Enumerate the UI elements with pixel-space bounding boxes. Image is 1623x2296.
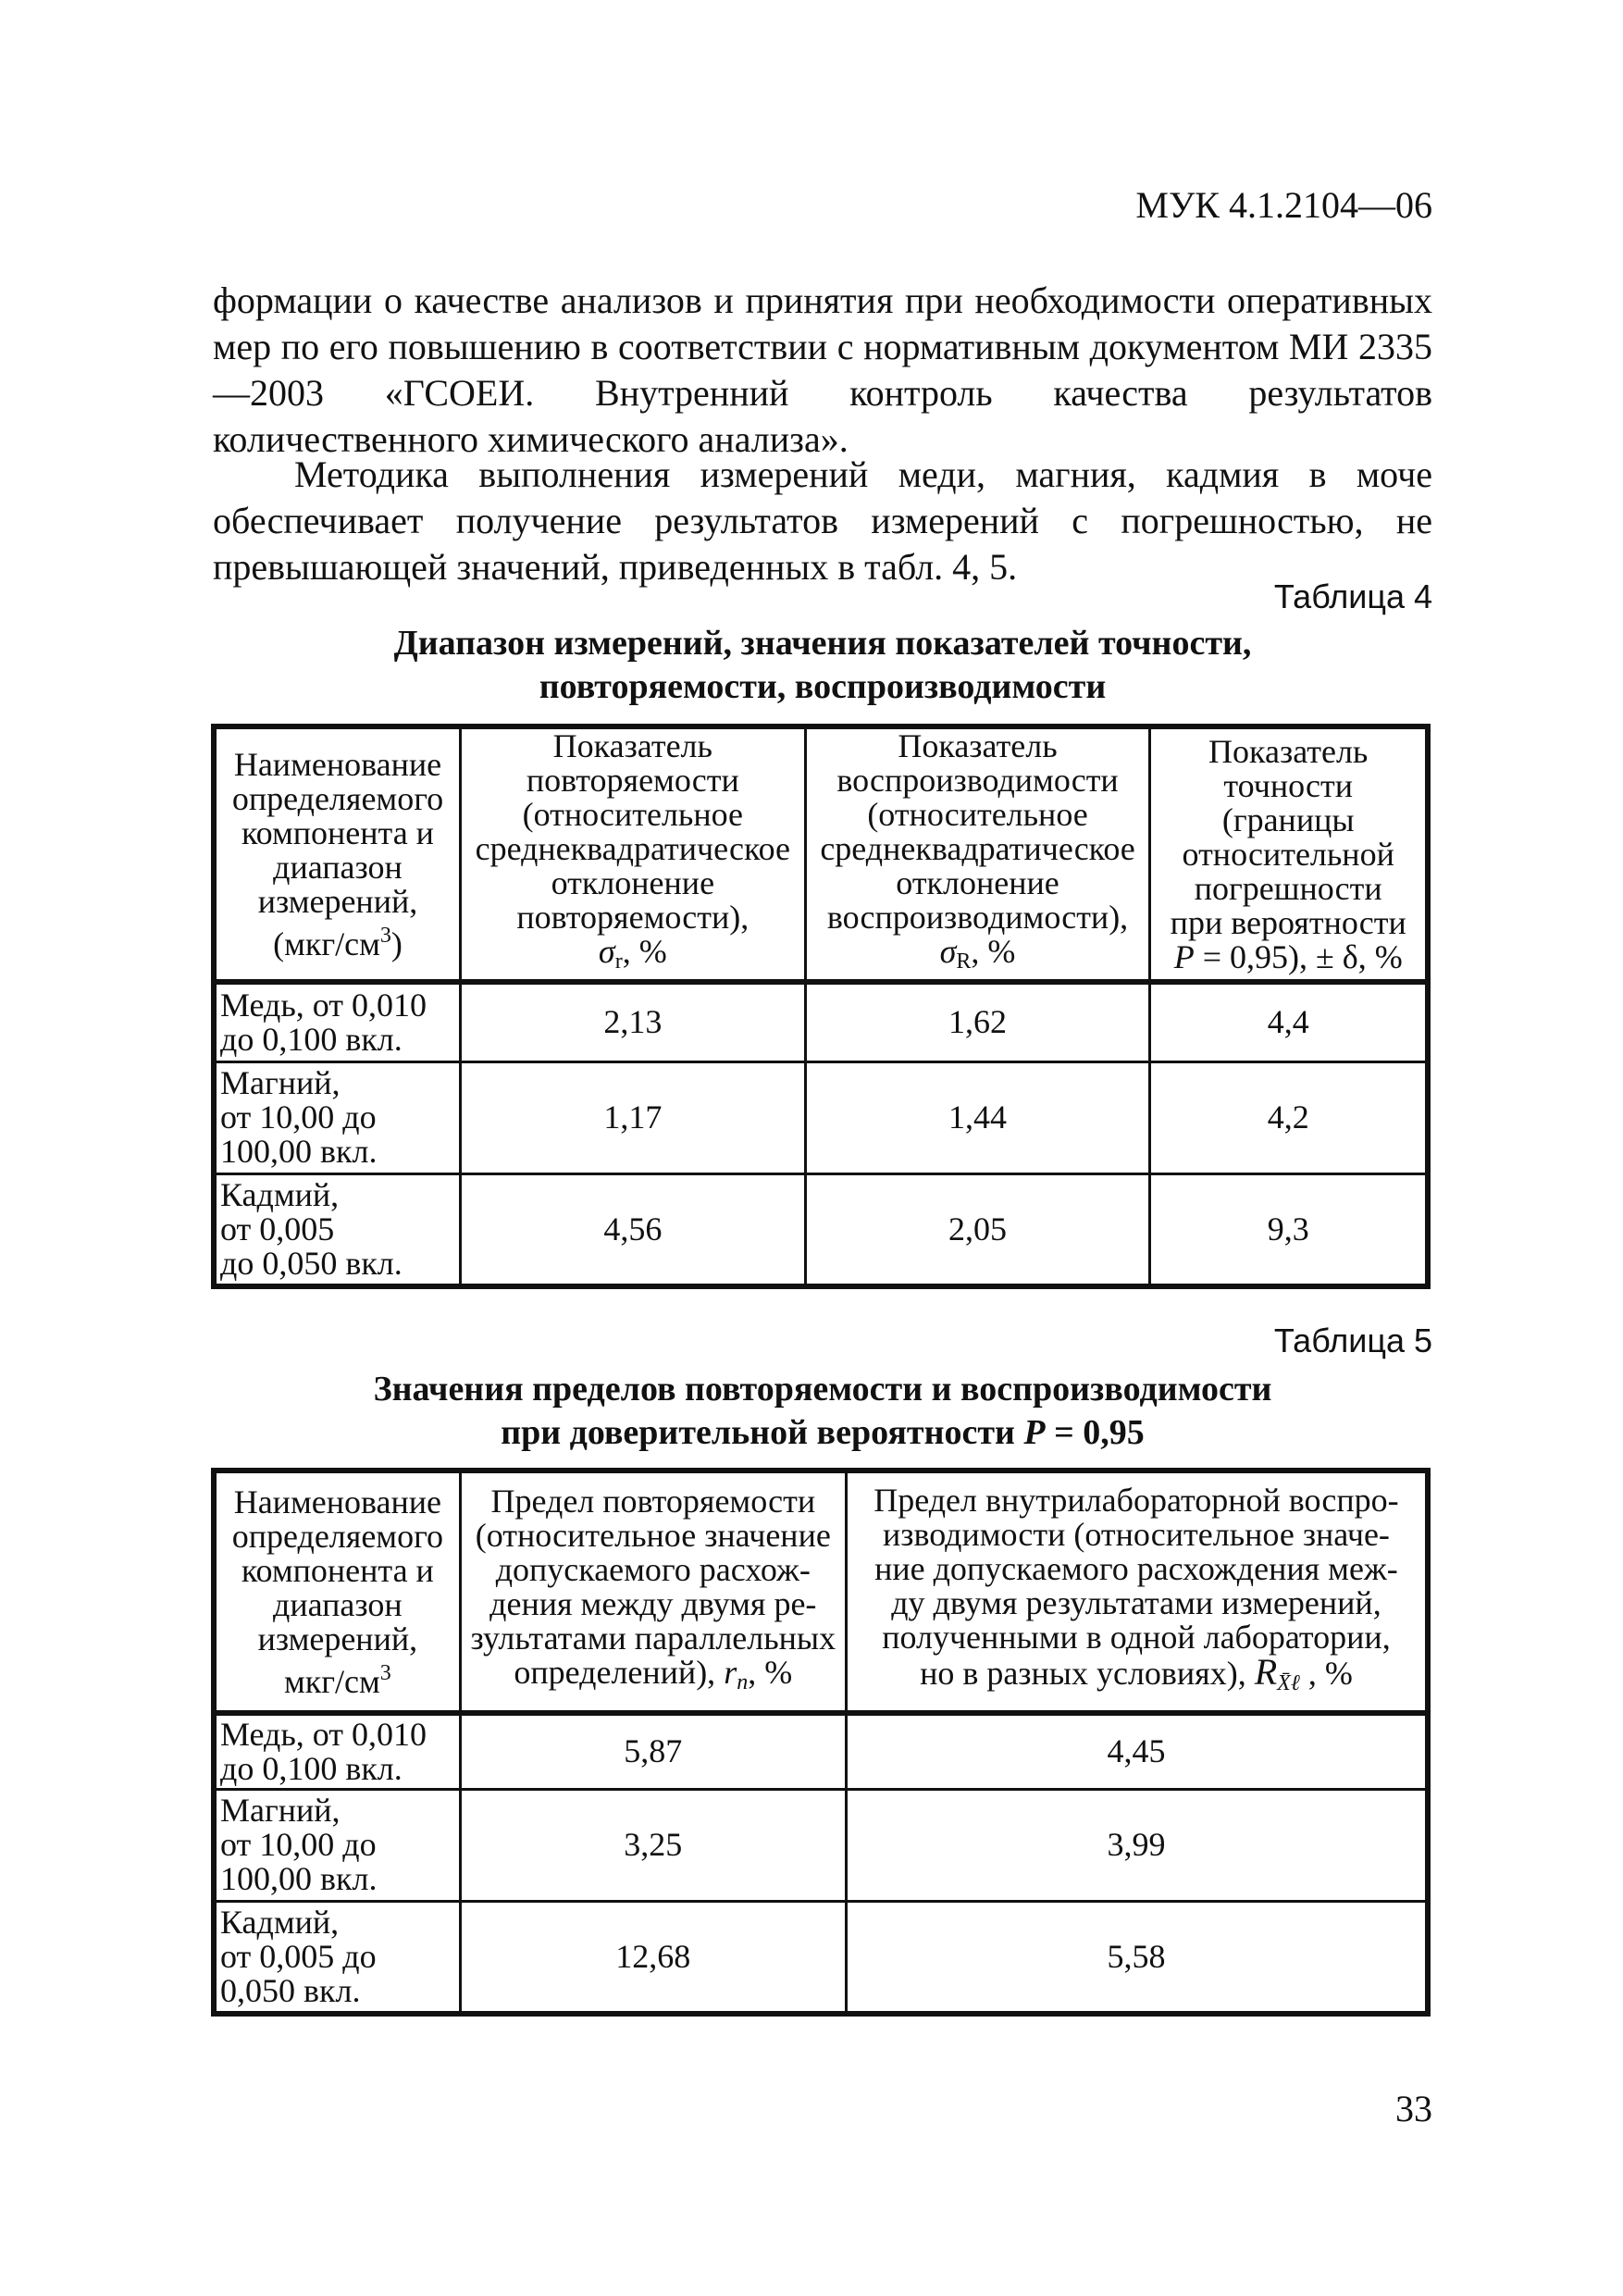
- table-4-caption-line-1: Диапазон измерений, значения показателей точности,: [393, 624, 1252, 663]
- table-5-row-name: Кадмий, от 0,005 до 0,050 вкл.: [214, 1901, 460, 2014]
- table-5-row: [214, 1789, 1428, 1901]
- table-5-header-component: Наименование определяемого компонента и диапазон измерений, мкг/$см^3$: [214, 1471, 460, 1713]
- table-5-caption-line-1: Значения пределов повторяемости и воспроизводимости: [373, 1370, 1272, 1409]
- table-4-cell: 4,2: [1150, 1061, 1428, 1173]
- table-4-cell: 4,56: [460, 1173, 805, 1286]
- table-4-header-reproducibility: Показатель воспроизводимости (относительное среднеквадратическое отклонение воспроизводимости), $\sigma_R$, %: [805, 726, 1150, 982]
- table-4-cell: 2,13: [460, 982, 805, 1061]
- table-5-cell: 3,25: [460, 1789, 846, 1901]
- document-code: МУК 4.1.2104—06: [1135, 184, 1432, 226]
- table-4-row-name: Кадмий, от 0,005 до 0,050 вкл.: [214, 1173, 460, 1286]
- table-5-header-repeatability-limit: Предел повторяемости (относительное значение допускаемого расхож- дения между двумя ре- зультатами параллельных определений), $r_n$, %: [460, 1471, 846, 1713]
- table-5-row-name: Медь, от 0,010 до 0,100 вкл.: [214, 1713, 460, 1789]
- table-5-cell: 4,45: [846, 1713, 1428, 1789]
- paragraph-continuation: формации о качестве анализов и принятия при необходимости оперативных мер по его повышению в соответствии с нормативным документом МИ 2335—2003 «ГСОЕИ. Внутренний контроль качества результатов количественного химического анализа».: [213, 279, 1432, 460]
- table-5-cell: 12,68: [460, 1901, 846, 2014]
- table-5-row: [214, 1901, 1428, 2014]
- table-4-row-name: Магний, от 10,00 до 100,00 вкл.: [214, 1061, 460, 1173]
- table-4-caption-line-2: повторяемости, воспроизводимости: [539, 667, 1107, 706]
- table-5-label: Таблица 5: [1273, 1322, 1432, 1359]
- table-4-cell: 4,4: [1150, 982, 1428, 1061]
- table-4-caption: [213, 622, 1432, 709]
- table-4-header-accuracy: Показатель точности (границы относительной погрешности при вероятности P = 0,95), ± δ, %: [1150, 726, 1428, 982]
- table-5-header-reproducibility-limit: Предел внутрилабораторной воспро- изводимости (относительное значе- ние допускаемого расхождения меж- ду двумя результатами измерений, полученными в одной лаборатории, но в разных условиях), $R_{X̄\ell}$ , %: [846, 1471, 1428, 1713]
- table-4-cell: 9,3: [1150, 1173, 1428, 1286]
- table-5-header-row: [214, 1471, 1428, 1713]
- page-number: 33: [1395, 2088, 1432, 2129]
- table-5-cell: 5,58: [846, 1901, 1428, 2014]
- table-4-label: Таблица 4: [1273, 577, 1432, 615]
- table-4-cell: 1,62: [805, 982, 1150, 1061]
- table-4-cell: 1,17: [460, 1061, 805, 1173]
- table-4-row: [214, 1061, 1428, 1173]
- table-4-header-component: Наименование определяемого компонента и диапазон измерений, $(мкг/см^3)$: [214, 726, 460, 982]
- table-4-header-row: [214, 726, 1428, 982]
- table-4-cell: 1,44: [805, 1061, 1150, 1173]
- table-5-row: [214, 1713, 1428, 1789]
- paragraph-method-accuracy: Методика выполнения измерений меди, магния, кадмия в моче обеспечивает получение результатов измерений с погрешностью, не превышающей значений, приведенных в табл. 4, 5.: [213, 453, 1432, 588]
- table-5: [211, 1468, 1431, 2017]
- table-5-row-name: Магний, от 10,00 до 100,00 вкл.: [214, 1789, 460, 1901]
- table-4-row: [214, 982, 1428, 1061]
- table-5-cell: 3,99: [846, 1789, 1428, 1901]
- table-5-caption: [213, 1368, 1432, 1455]
- table-4-cell: 2,05: [805, 1173, 1150, 1286]
- table-4-row: [214, 1173, 1428, 1286]
- table-4-row-name: Медь, от 0,010 до 0,100 вкл.: [214, 982, 460, 1061]
- table-5-cell: 5,87: [460, 1713, 846, 1789]
- table-5-caption-line-2: при доверительной вероятности P = 0,95: [501, 1413, 1145, 1452]
- table-4: [211, 724, 1431, 1289]
- table-4-header-repeatability: Показатель повторяемости (относительное среднеквадратическое отклонение повторяемости), $\sigma_r$, %: [460, 726, 805, 982]
